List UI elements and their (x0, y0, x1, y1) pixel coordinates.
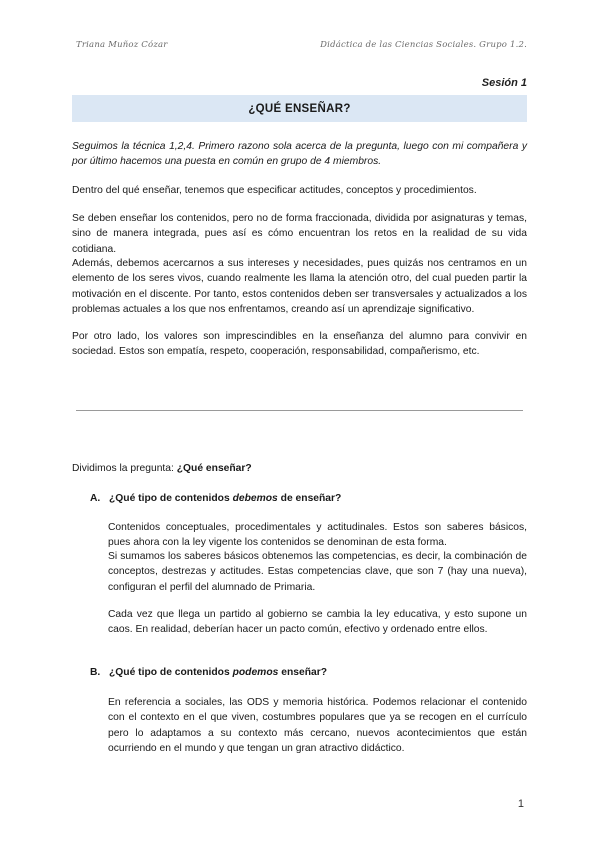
header-author: Triana Muñoz Cózar (76, 40, 168, 50)
section-a-post: de enseñar? (280, 493, 342, 504)
intro-paragraph: Seguimos la técnica 1,2,4. Primero razono sola acerca de la pregunta, luego con mi compañera y por último hacemos una puesta en común en grupo de 4 miembros. (72, 141, 527, 168)
divide-prefix: Dividimos la pregunta: (72, 463, 174, 474)
page-number: 1 (517, 798, 524, 810)
paragraph-4: Por otro lado, los valores son imprescindibles en la enseñanza del alumno para convivir en sociedad. Estos son empatía, respeto, cooperación, responsabilidad, compañerismo, etc. (72, 331, 527, 358)
section-a-letter: A. (90, 493, 101, 504)
paragraph-1: Dentro del qué enseñar, tenemos que especificar actitudes, conceptos y procedimientos. (72, 185, 477, 196)
section-b-pre: ¿Qué tipo de contenidos (109, 667, 230, 678)
section-a-paragraph-2: Si sumamos los saberes básicos obtenemos las competencias, es decir, la combinación de conceptos, destrezas y actitudes. Estas competencias clave, que son 7 (hay una nueva), configuran el perfil del alumnado de Primaria. (108, 551, 527, 593)
header-course: Didáctica de las Ciencias Sociales. Grupo 1.2. (320, 40, 527, 50)
divide-question-line (72, 461, 252, 476)
divider-line (76, 410, 523, 411)
section-a-emph: debemos (232, 493, 278, 504)
session-label: Sesión 1 (481, 77, 527, 89)
section-b-post: enseñar? (281, 667, 328, 678)
title-banner (72, 95, 527, 122)
section-b-paragraph-1: En referencia a sociales, las ODS y memoria histórica. Podemos relacionar el contenido con el contexto en el que viven, costumbres populares que ya se recogen en el currículo pero lo adaptamos a su contexto más cercano, nuevos acontecimientos que están ocurriendo en el mundo y que tengan un gran atractivo didáctico. (108, 697, 527, 755)
paragraph-2: Se deben enseñar los contenidos, pero no de forma fraccionada, dividida por asignaturas y temas, sino de manera integrada, pues así es cómo encuentran los retos en la realidad de su vida cotidiana. (72, 213, 527, 255)
paragraph-3: Además, debemos acercarnos a sus intereses y necesidades, pues quizás nos centramos en un elemento de los seres vivos, cuando realmente les llama la atención otro, del cual pueden partir la motivación en el discente. Por tanto, estos contenidos deben ser transversales y actualizados a los problemas actuales a los que nos enfrentamos, creando así un aprendizaje significativo. (72, 258, 527, 316)
divide-question: ¿Qué enseñar? (176, 463, 252, 474)
section-a-heading (90, 491, 341, 506)
section-a-paragraph-1: Contenidos conceptuales, procedimentales y actitudinales. Estos son saberes básicos, pues ahora con la ley vigente los contenidos se denominan de esta forma. (108, 522, 527, 549)
section-a-pre: ¿Qué tipo de contenidos (109, 493, 230, 504)
section-b-letter: B. (90, 667, 101, 678)
page-title: ¿QUÉ ENSEÑAR? (248, 102, 351, 115)
section-a-paragraph-3: Cada vez que llega un partido al gobierno se cambia la ley educativa, y esto supone un caos. En realidad, deberían hacer un pacto común, efectivo y ordenado entre ellos. (108, 609, 527, 636)
section-b-emph: podemos (232, 667, 279, 678)
section-b-heading (90, 665, 327, 680)
